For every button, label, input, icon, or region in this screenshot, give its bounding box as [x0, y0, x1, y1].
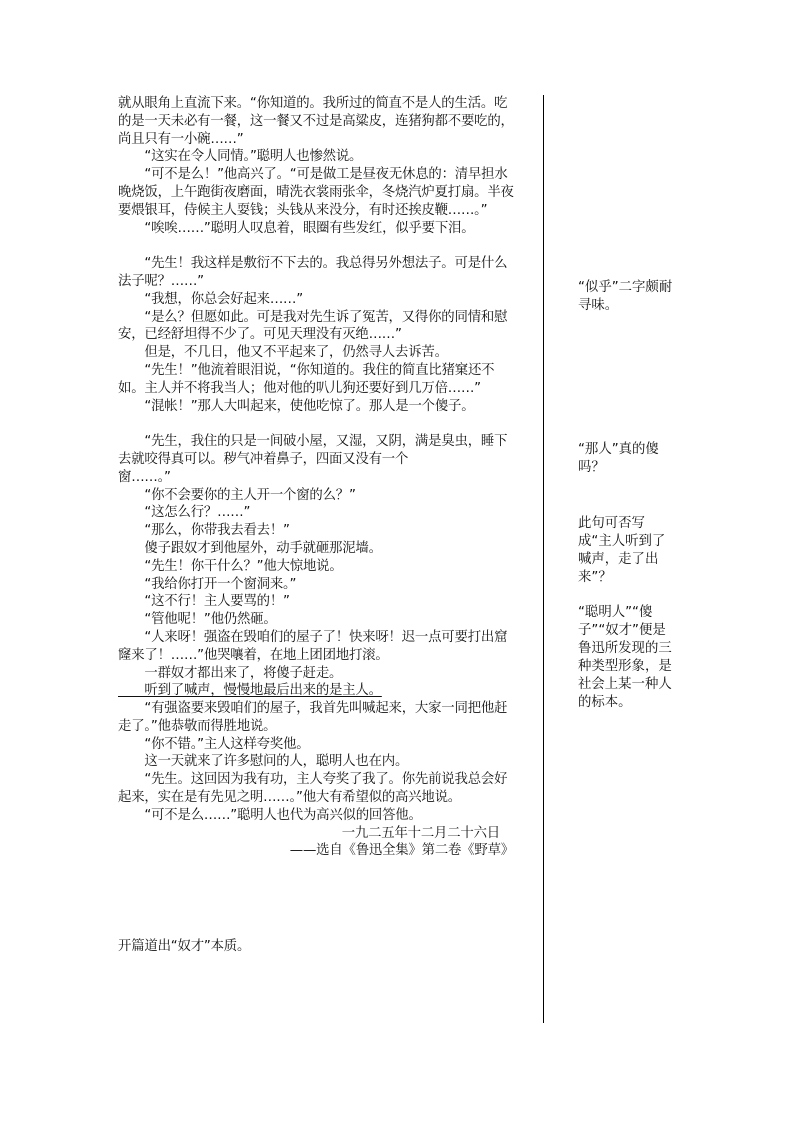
paragraph: “你不会要你的主人开一个窗的么？” — [118, 487, 356, 503]
paragraph: “这实在令人同情。”聪明人也惨然说。 — [118, 149, 363, 165]
paragraph: “先生！”他流着眼泪说，“你知道的。我住的简直比猪窠还不如。主人并不将我当人；他对他的叭儿狗还要好到几万倍……” — [118, 362, 495, 396]
essay-source: ——选自《鲁迅全集》第二卷《野草》 — [289, 843, 514, 859]
paragraph: “我想，你总会好起来……” — [118, 291, 303, 307]
paragraph: “那么，你带我去看去！” — [118, 523, 290, 539]
paragraph: 窗……。” — [118, 469, 171, 485]
paragraph: “你不错。”主人这样夸奖他。 — [118, 736, 310, 752]
summary-note: 开篇道出“奴才”本质。 — [118, 939, 251, 955]
paragraph: “唉唉……”聪明人叹息着，眼圈有些发红，似乎要下泪。 — [118, 220, 475, 236]
paragraph: “先生，我住的只是一间破小屋，又湿，又阴，满是臭虫，睡下去就咬得真可以。秽气冲着鼻子，四面又没有一个 — [118, 434, 508, 467]
paragraph: 但是，不几日，他又不平起来了，仍然寻人去诉苦。 — [118, 345, 448, 361]
paragraph: “先生！我这样是敷衍不下去的。我总得另外想法子。可是什么法子呢？……” — [118, 256, 508, 289]
paragraph: “先生。这回因为我有功，主人夸奖了我了。你先前说我总会好起来，实在是有先见之明……。”他大有希望似的高兴地说。 — [118, 772, 508, 806]
paragraph: “可不是么！”他高兴了。“可是做工是昼夜无休息的：清早担水晚烧饭，上午跑街夜磨面，晴洗衣裳雨张伞，冬烧汽炉夏打扇。半夜要煨银耳，侍候主人耍钱；头钱从来没分，有时还挨皮鞭……。” — [118, 167, 514, 218]
paragraph: “这怎么行？……” — [118, 505, 251, 521]
paragraph: 一群奴才都出来了，将傻子赶走。 — [118, 665, 343, 681]
margin-note: “似乎”二字颇耐寻味。 — [578, 280, 673, 313]
paragraph: “是么？但愿如此。可是我对先生诉了冤苦，又得你的同情和慰安，已经舒坦得不少了。可见天理没有灭绝……” — [118, 309, 508, 343]
paragraph-gap — [118, 415, 514, 433]
paragraph: “有强盗要来毁咱们的屋子，我首先叫喊起来，大家一同把他赶走了。”他恭敬而得胜地说。 — [118, 701, 508, 734]
paragraph: 傻子跟奴才到他屋外，动手就砸那泥墙。 — [118, 540, 382, 556]
paragraph: “人来呀！强盗在毁咱们的屋子了！快来呀！迟一点可要打出窟窿来了！……”他哭嚷着，在地上团团地打滚。 — [118, 629, 508, 663]
paragraph-gap — [118, 237, 514, 255]
paragraph: 就从眼角上直流下来。“你知道的。我所过的简直不是人的生活。吃的是一天未必有一餐，这一餐又不过是高粱皮，连猪狗都不要吃的，尚且只有一小碗……” — [118, 96, 514, 147]
paragraph: “可不是么……”聪明人也代为高兴似的回答他。 — [118, 807, 422, 823]
paragraph: “这不行！主人要骂的！” — [118, 594, 290, 610]
margin-note: “聪明人”“傻子”“奴才”便是鲁迅所发现的三种类型形象，是社会上某一种人的标本。 — [578, 605, 672, 710]
essay-body — [118, 95, 514, 956]
column-divider — [543, 95, 544, 1023]
paragraph: “混帐！”那人大叫起来，使他吃惊了。那人是一个傻子。 — [118, 398, 475, 414]
paragraph: “管他呢！”他仍然砸。 — [118, 612, 277, 628]
underlined-paragraph: 听到了喊声，慢慢地最后出来的是主人。 — [118, 683, 382, 699]
paragraph: 这一天就来了许多慰问的人，聪明人也在内。 — [118, 754, 409, 770]
essay-date: 一九二五年十二月二十六日 — [341, 825, 500, 841]
margin-note: 此句可否写成“主人听到了喊声，走了出来”？ — [578, 516, 666, 585]
paragraph: “先生！你干什么？”他大惊地说。 — [118, 558, 343, 574]
margin-note: “那人”真的傻吗？ — [578, 442, 659, 475]
paragraph: “我给你打开一个窗洞来。” — [118, 576, 297, 592]
